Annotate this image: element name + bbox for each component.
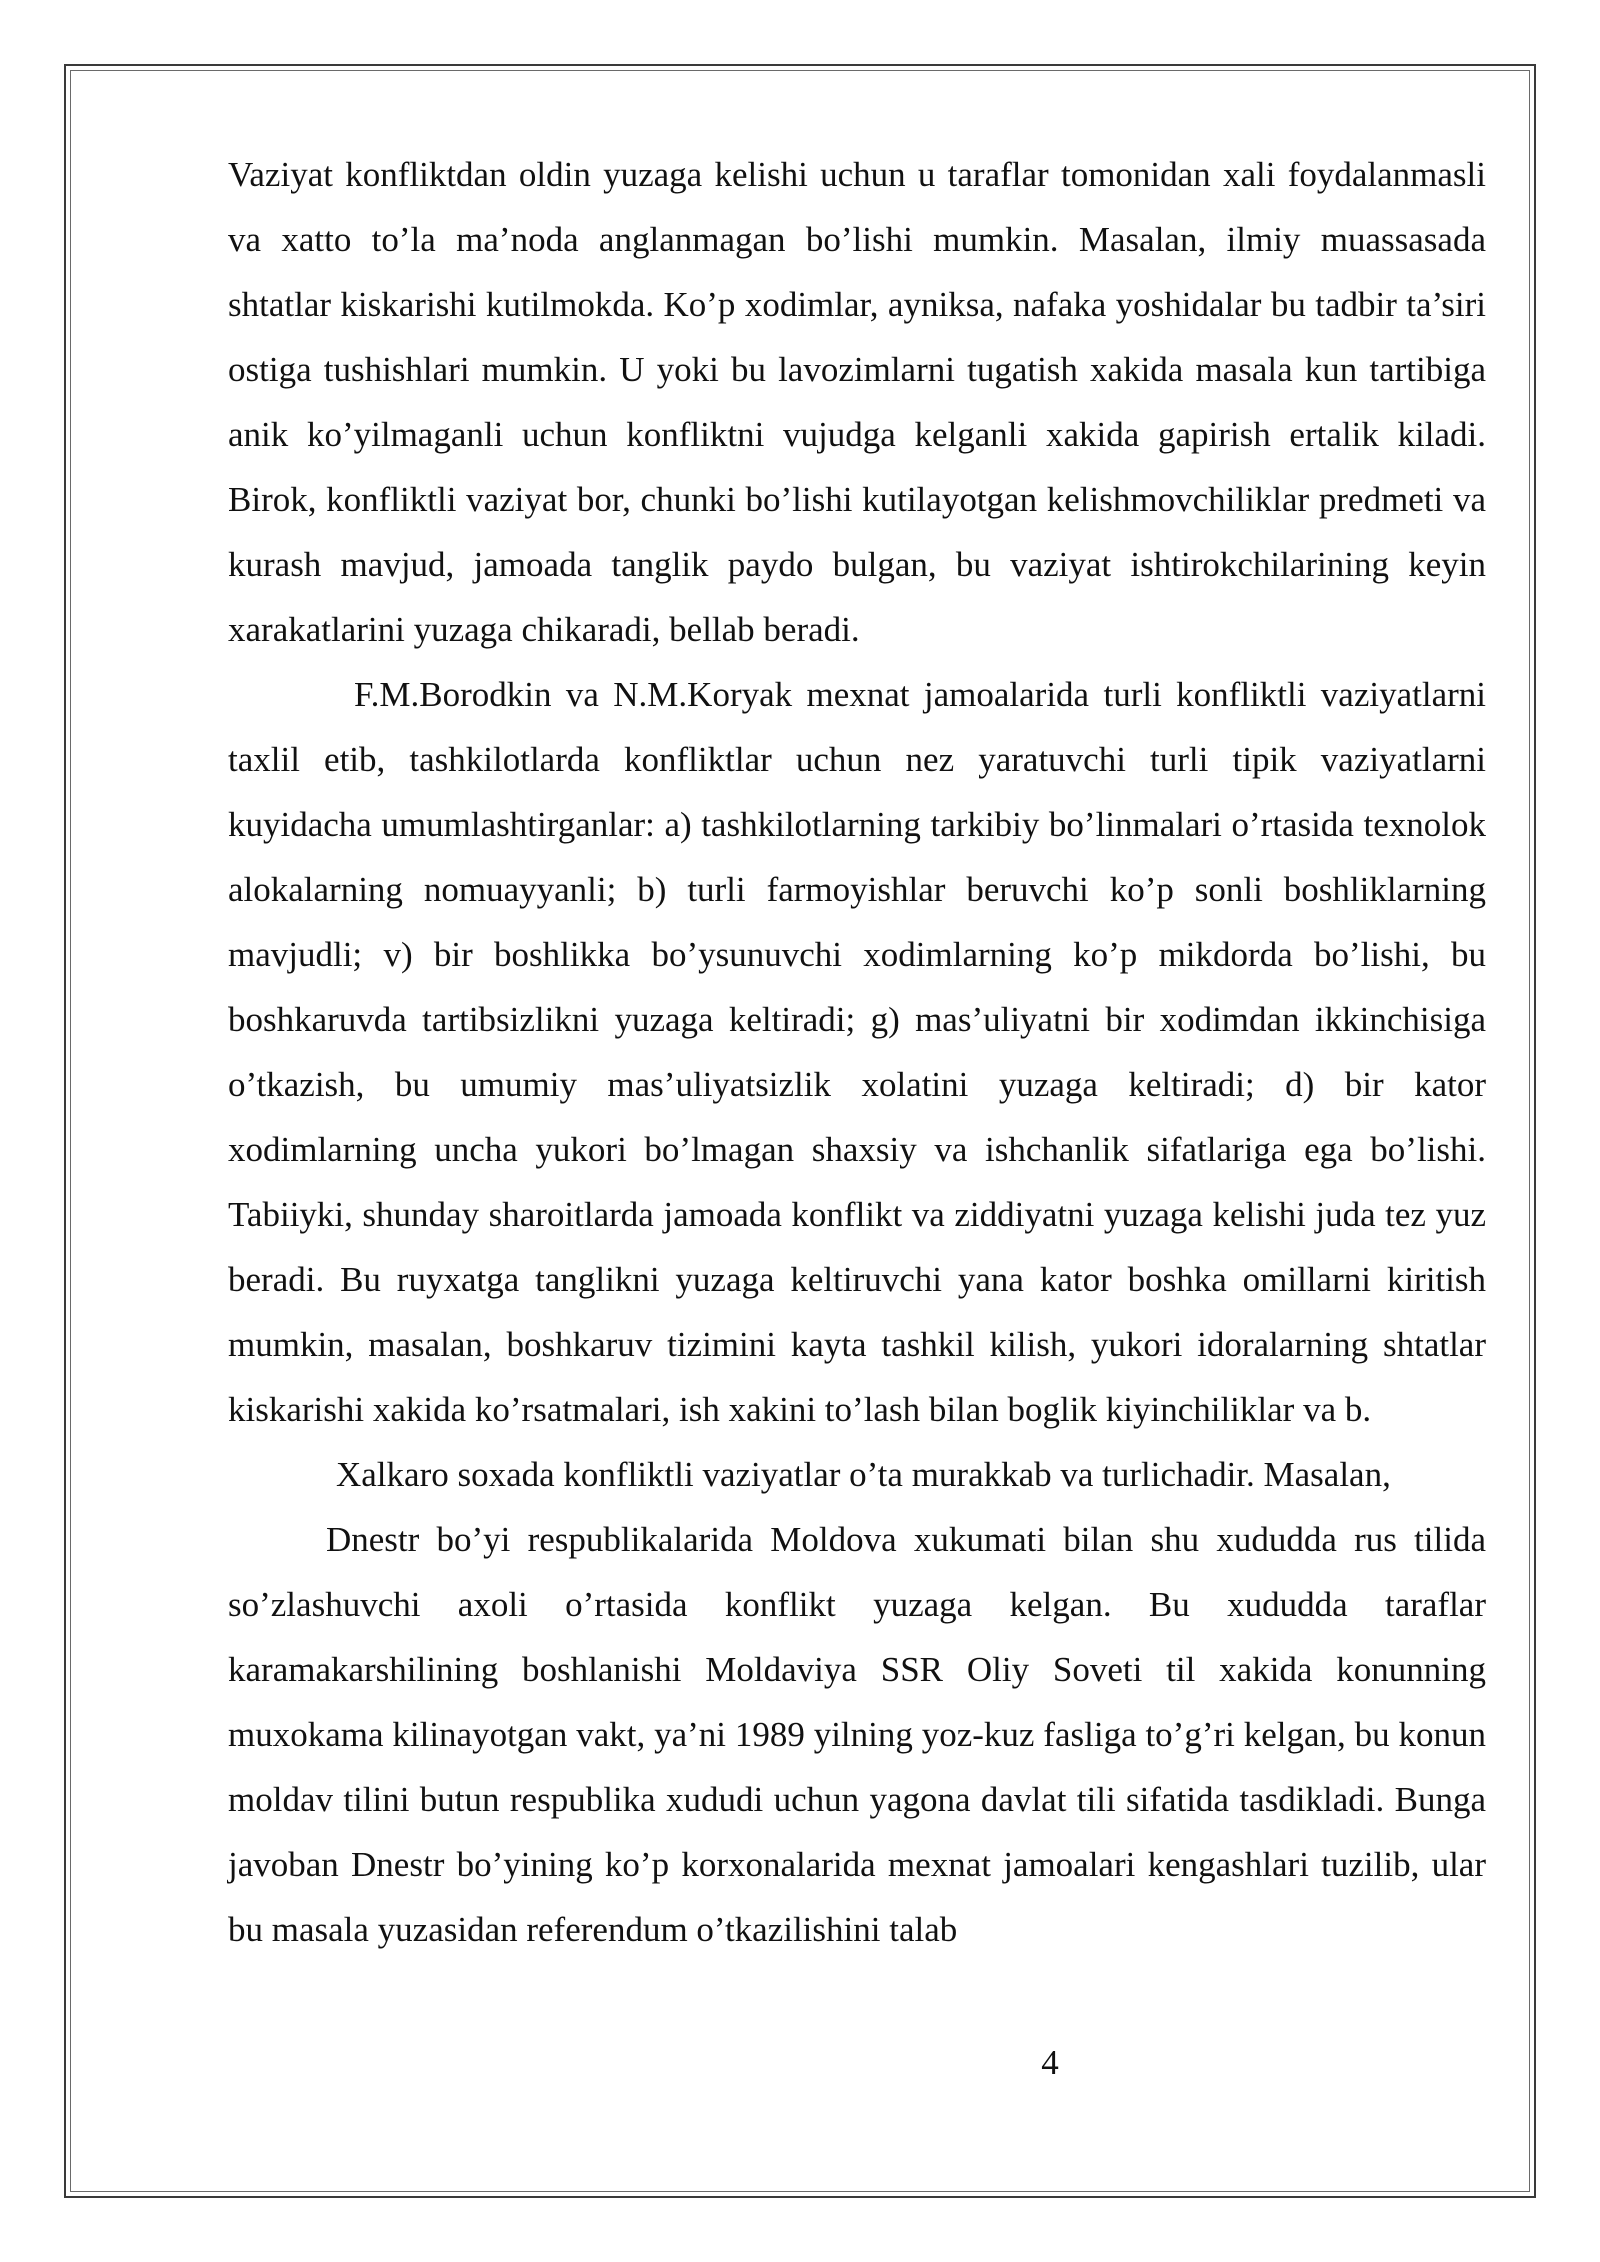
paragraph-3: Xalkaro soxada konfliktli vaziyatlar o’ta murakkab va turlichadir. Masalan, [336, 1455, 1391, 1494]
paragraph-4: Dnestr bo’yi respublikalarida Moldova xukumati bilan shu xududda rus tilida so’zlashuvchi axoli o’rtasida konflikt yuzaga kelgan. Bu xududda taraflar karamakarshilining boshlanishi Moldaviya SSR Oliy Soveti til xakida konunning muxokama kilinayotgan vakt, ya’ni 1989 yilning yoz-kuz fasliga to’g’ri kelgan, bu konun moldav tilini butun respublika xududi uchun yagona davlat tili sifatida tasdikladi. Bunga javoban Dnestr bo’yining ko’p korxonalarida mexnat jamoalari kengashlari tuzilib, ular bu masala yuzasidan referendum o’tkazilishini talab [228, 1520, 1486, 1949]
page-number: 4 [1041, 2043, 1059, 2082]
document-body [228, 142, 1486, 1962]
paragraph-2: F.M.Borodkin va N.M.Koryak mexnat jamoalarida turli konfliktli vaziyatlarni taxlil etib, tashkilotlarda konfliktlar uchun nez yaratuvchi turli tipik vaziyatlarni kuyidacha umumlashtirganlar: a) tashkilotlarning tarkibiy bo’linmalari o’rtasida texnolok alokalarning nomuayyanli; b) turli farmoyishlar beruvchi ko’p sonli boshliklarning mavjudli; v) bir boshlikka bo’ysunuvchi xodimlarning ko’p mikdorda bo’lishi, bu boshkaruvda tartibsizlikni yuzaga keltiradi; g) mas’uliyatni bir xodimdan ikkinchisiga o’tkazish, bu umumiy mas’uliyatsizlik xolatini yuzaga keltiradi; d) bir kator xodimlarning uncha yukori bo’lmagan shaxsiy va ishchanlik sifatlariga ega bo’lishi. Tabiiyki, shunday sharoitlarda jamoada konflikt va ziddiyatni yuzaga kelishi juda tez yuz beradi. Bu ruyxatga tanglikni yuzaga keltiruvchi yana kator boshka omillarni kiritish mumkin, masalan, boshkaruv tizimini kayta tashkil kilish, yukori idoralarning shtatlar kiskarishi xakida ko’rsatmalari, ish xakini to’lash bilan boglik kiyinchiliklar va b. [228, 675, 1486, 1429]
paragraph-1: Vaziyat konfliktdan oldin yuzaga kelishi uchun u taraflar tomonidan xali foydalanmasli va xatto to’la ma’noda anglanmagan bo’lishi mumkin. Masalan, ilmiy muassasada shtatlar kiskarishi kutilmokda. Ko’p xodimlar, ayniksa, nafaka yoshidalar bu tadbir ta’siri ostiga tushishlari mumkin. U yoki bu lavozimlarni tugatish xakida masala kun tartibiga anik ko’yilmaganli uchun konfliktni vujudga kelganli xakida gapirish ertalik kiladi. Birok, konfliktli vaziyat bor, chunki bo’lishi kutilayotgan kelishmovchiliklar predmeti va kurash mavjud, jamoada tanglik paydo bulgan, bu vaziyat ishtirokchilarining keyin xarakatlarini yuzaga chikaradi, bellab beradi. [228, 155, 1486, 649]
